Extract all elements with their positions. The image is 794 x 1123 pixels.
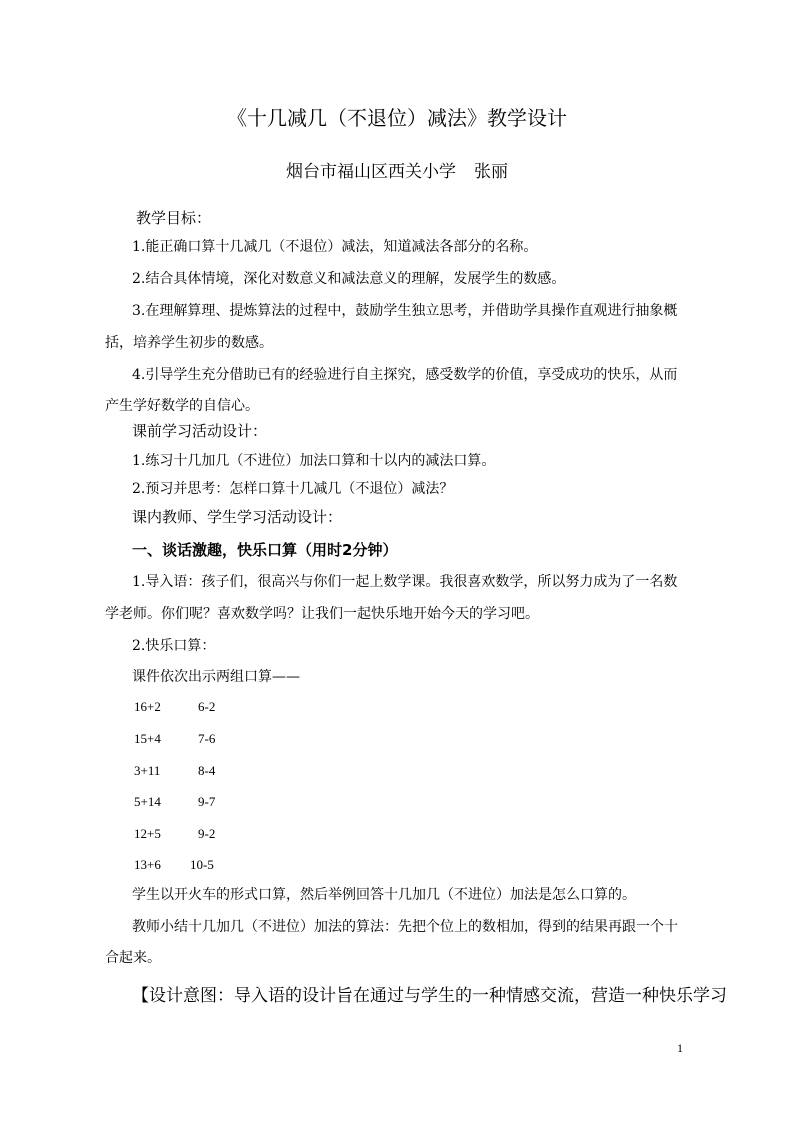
goal-line: 1.能正确口算十几减几（不退位）减法，知道减法各部分的名称。 [132,239,538,255]
calc-sub: 6-2 [198,699,216,714]
after-calc-line: 教师小结十几加几（不进位）加法的算法：先把个位上的数相加，得到的结果再跟一个十 [132,919,678,935]
section1-line: 1.导入语：孩子们，很高兴与你们一起上数学课。我很喜欢数学，所以努力成为了一名数 [132,574,678,590]
after-calc-line: 合起来。 [105,950,161,966]
calc-sub: 8-4 [198,763,216,778]
section1-line: 2.快乐口算： [132,638,216,654]
goal-line: 3.在理解算理、提炼算法的过程中，鼓励学生独立思考，并借助学具操作直观进行抽象概 [132,303,678,319]
after-calc-line: 学生以开火车的形式口算，然后举例回答十几加几（不进位）加法是怎么口算的。 [132,887,636,903]
goal-line: 产生学好数学的自信心。 [105,398,259,414]
calc-add: 16+2 [134,699,161,714]
goal-line: 2.结合具体情境，深化对数意义和减法意义的理解，发展学生的数感。 [132,271,566,287]
pre-class-line: 2.预习并思考：怎样口算十几减几（不退位）减法？ [132,481,454,497]
page-number: 1 [677,1041,683,1055]
calc-add: 13+6 [134,857,161,872]
calc-add: 12+5 [134,826,161,841]
calc-add: 5+14 [134,794,161,809]
design-note: 【设计意图：导入语的设计旨在通过与学生的一种情感交流，营造一种快乐学习 [132,986,727,1006]
pre-class-line: 1.练习十几加几（不进位）加法口算和十以内的减法口算。 [132,453,496,469]
calc-add: 3+11 [134,763,161,778]
goal-line: 4.引导学生充分借助已有的经验进行自主探究，感受数学的价值，享受成功的快乐，从而 [132,367,678,383]
calc-sub: 9-2 [198,826,216,841]
calc-add: 15+4 [134,731,161,746]
calc-sub: 7-6 [198,731,216,746]
in-class-heading: 课内教师、学生学习活动设计： [132,508,343,526]
author-school: 烟台市福山区西关小学 [286,162,456,182]
author-line [0,160,794,184]
goal-line: 括，培养学生初步的数感。 [105,335,273,351]
goals-heading: 教学目标： [136,209,212,227]
pre-class-heading: 课前学习活动设计： [132,422,268,440]
document-title: 《十几减几（不退位）减法》教学设计 [227,106,567,130]
section1-heading: 一、谈话激趣，快乐口算（用时2分钟） [132,541,398,559]
calc-sub: 9-7 [198,794,216,809]
calc-sub: 10-5 [190,857,214,872]
author-name: 张丽 [474,162,508,182]
section1-line: 学老师。你们呢？喜欢数学吗？让我们一起快乐地开始今天的学习吧。 [105,606,539,622]
section1-line: 课件依次出示两组口算—— [132,669,300,685]
